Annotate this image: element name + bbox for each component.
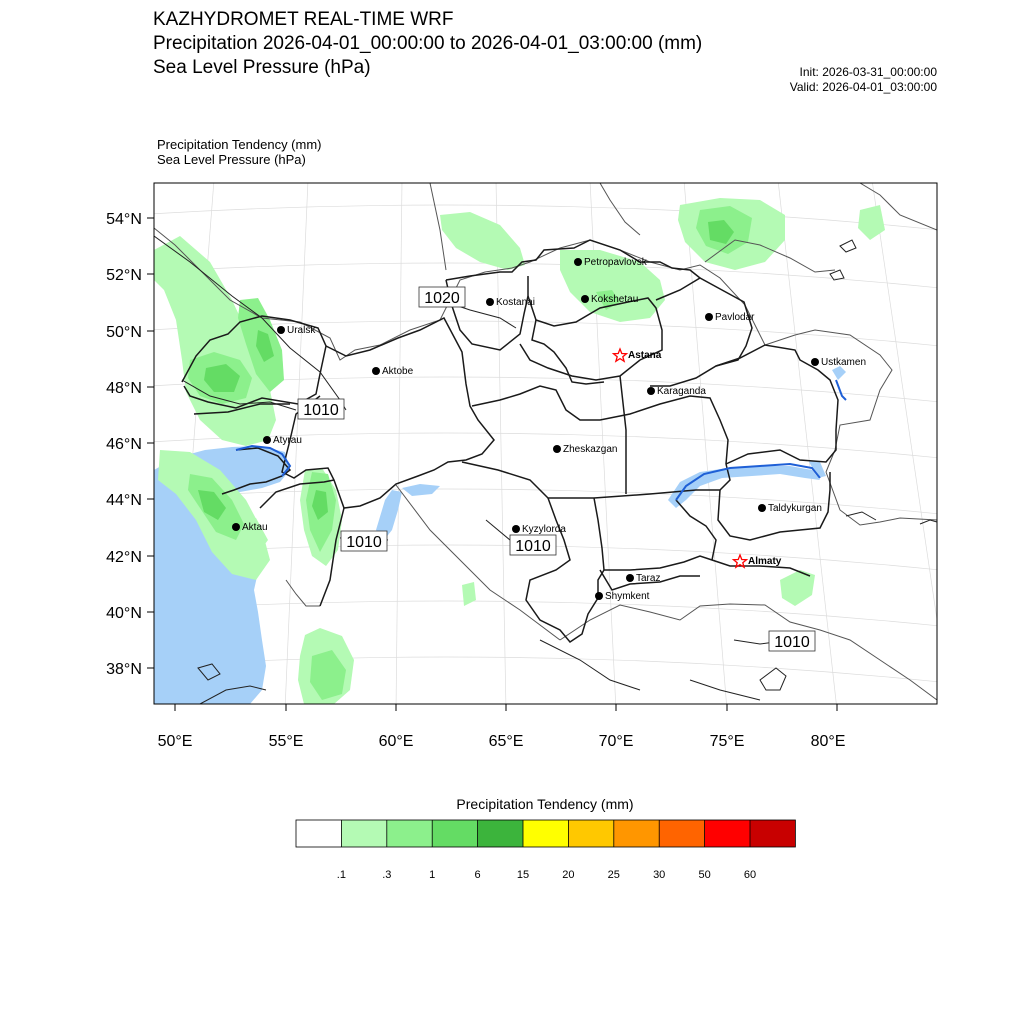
isobar-label (510, 535, 556, 555)
lon-label-80: 80°E (810, 733, 846, 750)
lat-label-42: 42°N (106, 549, 142, 566)
svg-text:Aktobe: Aktobe (382, 366, 414, 377)
colorbar-bin (705, 820, 750, 847)
colorbar-bin (659, 820, 704, 847)
colorbar-tick: 50 (698, 869, 711, 881)
lon-label-70: 70°E (598, 733, 634, 750)
colorbar-bin (568, 820, 613, 847)
svg-text:Petropavlovsk: Petropavlovsk (584, 257, 647, 268)
map-field (150, 180, 940, 710)
svg-text:Karaganda: Karaganda (657, 386, 706, 397)
svg-text:Uralsk: Uralsk (287, 325, 316, 336)
svg-text:Shymkent: Shymkent (605, 591, 650, 602)
colorbar-tick: 20 (562, 869, 575, 881)
svg-text:Kokshetau: Kokshetau (591, 294, 639, 305)
svg-text:1010: 1010 (303, 402, 339, 419)
svg-text:1010: 1010 (774, 634, 810, 651)
colorbar-tick: 6 (474, 869, 481, 881)
svg-text:Ustkamen: Ustkamen (821, 357, 867, 368)
isobar-label (769, 631, 815, 651)
city-petropavlovsk (574, 257, 648, 268)
svg-text:Kyzylorda: Kyzylorda (522, 524, 566, 535)
isobar-label (419, 287, 465, 307)
svg-text:Aktau: Aktau (242, 522, 268, 533)
colorbar-title: Precipitation Tendency (mm) (456, 796, 634, 812)
svg-text:1010: 1010 (515, 538, 551, 555)
colorbar-tick: 25 (607, 869, 620, 881)
lon-label-55: 55°E (268, 733, 304, 750)
colorbar-tick: 60 (743, 869, 757, 881)
lat-label-48: 48°N (106, 380, 142, 397)
lon-label-65: 65°E (488, 733, 524, 750)
lon-label-75: 75°E (709, 733, 745, 750)
svg-text:1010: 1010 (346, 534, 382, 551)
map-variable-precip: Precipitation 2026-04-01_00:00:00 to 2026-04-01_03:00:00 (mm) (153, 33, 703, 54)
lat-label-46: 46°N (106, 436, 142, 453)
svg-text:Almaty: Almaty (748, 556, 782, 567)
map-title: KAZHYDROMET REAL-TIME WRF (153, 9, 454, 30)
lon-label-50: 50°E (157, 733, 193, 750)
valid-time: Valid: 2026-04-01_03:00:00 (789, 80, 937, 94)
svg-text:Atyrau: Atyrau (273, 435, 302, 446)
svg-text:1020: 1020 (424, 290, 460, 307)
colorbar-bin (341, 820, 386, 847)
colorbar-bin (387, 820, 432, 847)
city-taldykurgan (758, 503, 822, 514)
colorbar-bin (296, 820, 341, 847)
lat-label-40: 40°N (106, 605, 142, 622)
map-variable-slp: Sea Level Pressure (hPa) (153, 57, 371, 78)
colorbar-bin (432, 820, 477, 847)
lat-label-44: 44°N (106, 492, 142, 509)
init-time: Init: 2026-03-31_00:00:00 (799, 65, 937, 79)
isobar-label (298, 399, 344, 419)
lon-label-60: 60°E (378, 733, 414, 750)
lat-label-50: 50°N (106, 324, 142, 341)
svg-text:Taraz: Taraz (636, 573, 661, 584)
lat-label-38: 38°N (106, 661, 142, 678)
svg-text:Astana: Astana (628, 350, 662, 361)
lon-axis (158, 704, 846, 750)
svg-text:Kostanai: Kostanai (496, 297, 535, 308)
colorbar-bin (614, 820, 659, 847)
plot-subtitle-precip: Precipitation Tendency (mm) (157, 137, 322, 152)
colorbar-tick: 15 (516, 869, 530, 881)
colorbar-bin (523, 820, 568, 847)
isobar-label (341, 531, 387, 551)
colorbar-bin (750, 820, 795, 847)
city-zheskazgan (553, 444, 617, 455)
colorbar-tick: .1 (336, 869, 346, 881)
lat-label-52: 52°N (106, 267, 142, 284)
colorbar-tick: 30 (653, 869, 666, 881)
svg-text:Taldykurgan: Taldykurgan (768, 503, 822, 514)
lat-axis (106, 211, 154, 678)
svg-text:Pavlodar: Pavlodar (715, 312, 755, 323)
colorbar-tick: .3 (382, 869, 392, 881)
lat-label-54: 54°N (106, 211, 142, 228)
colorbar (296, 820, 795, 881)
svg-text:Zheskazgan: Zheskazgan (563, 444, 618, 455)
colorbar-tick: 1 (429, 869, 436, 881)
colorbar-bin (478, 820, 523, 847)
plot-subtitle-slp: Sea Level Pressure (hPa) (157, 152, 306, 167)
